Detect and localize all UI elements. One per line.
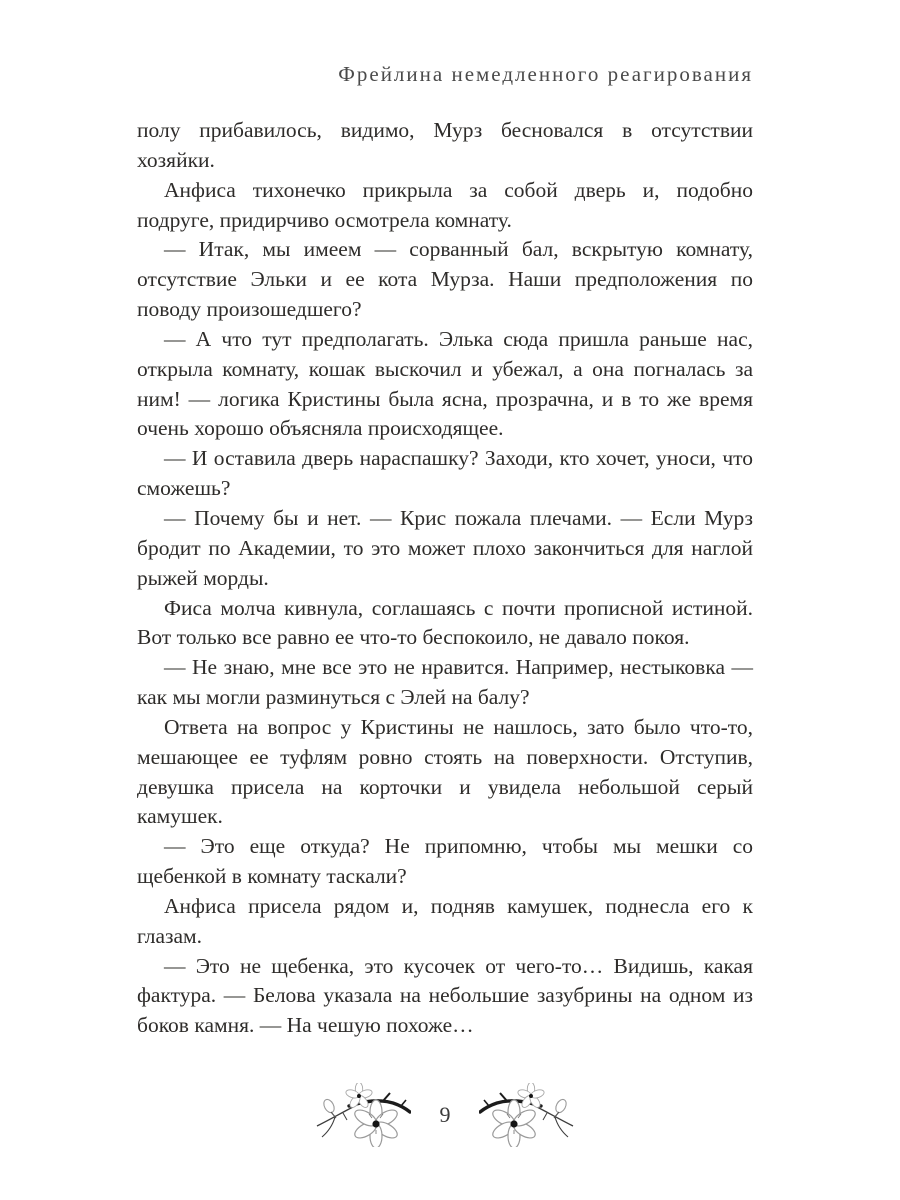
paragraph: Анфиса тихонечко прикрыла за собой дверь и, подобно подруге, придирчиво осмотрела комнату. bbox=[137, 177, 753, 232]
running-head: Фрейлина немедленного реагирования bbox=[338, 62, 753, 86]
paragraph: — Почему бы и нет. — Крис пожала плечами. — Если Мурз бродит по Академии, то это может плохо закончиться для наглой рыжей морды. bbox=[137, 505, 753, 590]
paragraph: — Итак, мы имеем — сорванный бал, вскрытую комнату, отсутствие Эльки и ее кота Мурза. Наши предположения по поводу произошедшего? bbox=[137, 237, 753, 322]
paragraph: Ответа на вопрос у Кристины не нашлось, зато было что-то, мешающее ее туфлям ровно стоять на поверхности. Отступив, девушка присела на корточки и увидела небольшой серый камушек. bbox=[137, 714, 753, 829]
paragraph: — А что тут предполагать. Элька сюда пришла раньше нас, открыла комнату, кошак выскочил и убежал, а она погналась за ним! — логика Кристины была ясна, прозрачна, и в то же время очень хорошо объясняла происходящее. bbox=[137, 326, 753, 441]
page-footer bbox=[137, 1080, 753, 1150]
paragraph: — Это еще откуда? Не припомню, чтобы мы мешки со щебенкой в комнату таскали? bbox=[137, 834, 753, 889]
paragraph: Фиса молча кивнула, соглашаясь с почти прописной истиной. Вот только все равно ее что-то беспокоило, не давало покоя. bbox=[137, 595, 753, 650]
paragraph: — Это не щебенка, это кусочек от чего-то… Видишь, какая фактура. — Белова указала на небольшие зазубрины на одном из боков камня. — На чешую похоже… bbox=[137, 953, 753, 1038]
flower-branch-ornament-left-icon bbox=[313, 1083, 411, 1147]
paragraph: — И оставила дверь нараспашку? Заходи, кто хочет, уноси, что сможешь? bbox=[137, 446, 753, 501]
paragraph: Анфиса присела рядом и, подняв камушек, поднесла его к глазам. bbox=[137, 893, 753, 948]
paragraph: полу прибавилось, видимо, Мурз бесновался в отсутствии хозяйки. bbox=[137, 118, 753, 172]
flower-branch-ornament-right-icon bbox=[479, 1083, 577, 1147]
page-number: 9 bbox=[439, 1102, 451, 1127]
page-text bbox=[137, 116, 753, 1041]
paragraph: — Не знаю, мне все это не нравится. Например, нестыковка — как мы могли разминуться с Элей на балу? bbox=[137, 655, 753, 710]
